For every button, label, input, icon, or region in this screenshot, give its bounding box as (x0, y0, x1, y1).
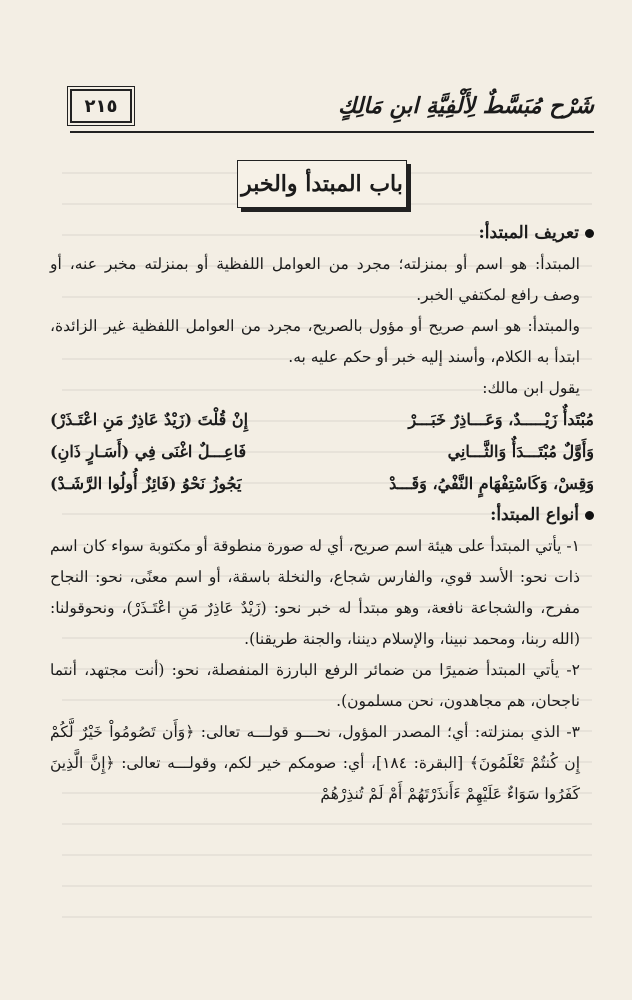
verse-line (50, 468, 594, 500)
section-heading-definition (50, 218, 594, 249)
chapter-title-box (237, 160, 407, 208)
verse-first-hemistich: وَأَوَّلٌ مُبْتَـــدَأٌ وَالثَّـــانِي (447, 442, 594, 461)
verse-first-hemistich: وَقِسْ، وَكَاسْتِفْهَامٍ النَّفْيُ، وَقَـــدْ (389, 474, 594, 493)
header-rule (70, 131, 594, 133)
running-header (70, 88, 594, 124)
types-item-2: ٢- يأتي المبتدأ ضميرًا من ضمائر الرفع البارزة المنفصلة، نحو: (أنت مجتهد، أنتما ناجحان، هم مجاهدون، نحن مسلمون). (50, 661, 580, 710)
book-title: شَرْح مُبَسَّطٌ لِأَلْفِيَّةِ ابنِ مَالِكٍ (338, 93, 594, 119)
body-text (50, 218, 594, 810)
heading-text: تعريف المبتدأ: (478, 223, 579, 243)
bullet-icon (585, 229, 594, 238)
verse-intro: يقول ابن مالك: (482, 379, 580, 397)
verse-second-hemistich: إِنْ قُلْتَ (زَيْدٌ عَاذِرٌ مَنِ اعْتَـذَرْ) (50, 410, 249, 429)
verse-first-hemistich: مُبْتَدأٌ زَيْـــــدٌ، وَعَـــاذِرٌ خَبَـــرْ (408, 410, 594, 429)
chapter-title: باب المبتدأ والخبر (241, 171, 403, 197)
verse-line (50, 404, 594, 436)
verse-second-hemistich: فَاعِـــلٌ اغْنَى فِي (أَسَـارٍ ذَانِ) (50, 442, 247, 461)
page-number: ٢١٥ (70, 89, 132, 123)
types-item-1: ١- يأتي المبتدأ على هيئة اسم صريح، أي له صورة منطوقة أو مكتوبة سواء كان اسم ذات نحو: الأسد قوي، والفارس شجاع، والنخلة باسقة، أو اسم معنًى، نحو: النجاح مفرح، والشجاعة نافعة، وهو مبتدأ له خبر نحو: (زَيْدٌ عَاذِرٌ مَنِ اعْتَـذَرْ)، ونحوقولنا: (الله ربنا، ومحمد نبينا، والإسلام ديننا، والجنة طريقنا). (50, 537, 580, 648)
section-heading-types (50, 500, 594, 531)
bullet-icon (585, 511, 594, 520)
verse-second-hemistich: يَجُوزُ نَحْوُ (فَائِزٌ أُولُوا الرَّشَـدْ) (50, 474, 242, 493)
types-item-3: ٣- الذي بمنزلته: أي؛ المصدر المؤول، نحـــو قولـــه تعالى: ﴿وَأَن تَصُومُواْ خَيْرٌ لَّكُمْ إِن كُنتُمْ تَعْلَمُونَ﴾ [البقرة: ١٨٤]، أي: صومكم خير لكم، وقولـــه تعالى: ﴿إِنَّ الَّذِينَ كَفَرُوا سَوَاءٌ عَلَيْهِمْ ءَأَنذَرْتَهُمْ أَمْ لَمْ تُنذِرْهُمْ (50, 723, 581, 803)
verse-line (50, 436, 594, 468)
definition-paragraph-1: المبتدأ: هو اسم أو بمنزلته؛ مجرد من العوامل اللفظية أو بمنزلته مخبر عنه، أو وصف رافع لمكتفي الخبر. (50, 255, 580, 304)
heading-text: أنواع المبتدأ: (490, 505, 579, 525)
definition-paragraph-2: والمبتدأ: هو اسم صريح أو مؤول بالصريح، مجرد من العوامل اللفظية غير الزائدة، ابتدأ به الكلام، وأسند إليه خبر أو حكم عليه به. (50, 317, 580, 366)
